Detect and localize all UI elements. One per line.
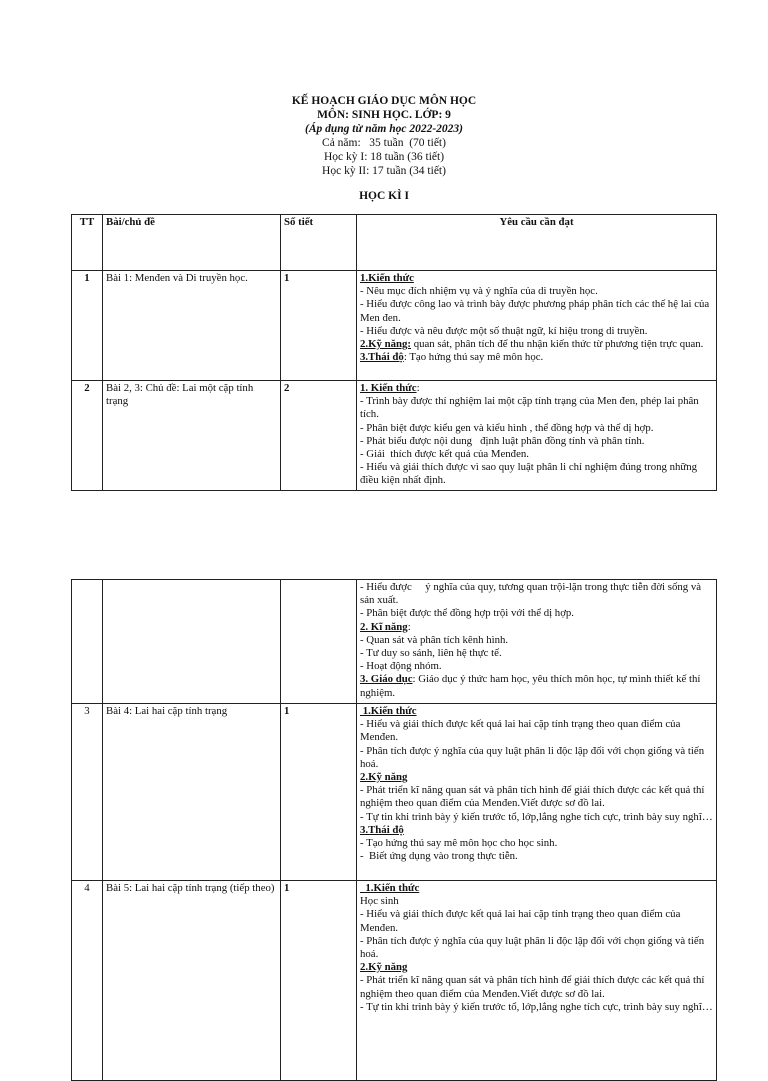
skills-text: quan sát, phân tích để thu nhận kiến thức từ phương tiện trực quan.	[411, 338, 704, 351]
req-line: - Hiểu và giải thích được kết quả lai hai cặp tính trạng theo quan điểm của Menđen.	[360, 908, 681, 934]
lesson-name: Bài 1: Menđen và Di truyền học.	[103, 271, 281, 381]
skills-colon: :	[407, 620, 411, 633]
table-row	[72, 881, 717, 1081]
req-line: - Giải thích được kết quả của Menđen.	[360, 448, 529, 461]
knowledge-colon: :	[416, 382, 420, 394]
table-row-continued	[72, 580, 717, 704]
requirements-cell	[357, 271, 717, 381]
req-line: - Phân tích được ý nghĩa của quy luật phân li độc lập đối với chọn giống và tiến hoá.	[360, 744, 705, 770]
section-skills: 2.Kỹ năng	[360, 771, 408, 784]
req-line: Học sinh	[360, 895, 399, 908]
requirements-cell	[357, 580, 717, 704]
lesson-name	[103, 580, 281, 704]
section-knowledge: 1. Kiến thức	[360, 382, 417, 394]
req-skills-line	[360, 338, 713, 351]
education-text: : Giáo dục ý thức ham học, yêu thích môn học, tự mình thiết kế thí nghiệm.	[360, 673, 701, 699]
col-tt-header: TT	[72, 215, 103, 271]
subject-grade: MÔN: SINH HỌC. LỚP: 9	[317, 109, 451, 121]
plan-table-page-1	[71, 214, 717, 491]
requirements-cell	[357, 881, 717, 1081]
req-line: - Tự tin khi trình bày ý kiến trước tổ, lớp,lắng nghe tích cực, trình bày suy nghĩ…	[360, 810, 713, 823]
row-number: 2	[72, 381, 103, 491]
col-requirements-header: Yêu cầu cần đạt	[357, 215, 717, 271]
full-year-info: Cả năm: 35 tuần (70 tiết)	[322, 137, 446, 149]
req-line: - Quan sát và phân tích kênh hình.	[360, 633, 509, 646]
req-line: - Hiểu được ý nghĩa của quy, tương quan trội-lặn trong thực tiễn đời sống và sản xuất.	[360, 581, 704, 607]
req-line: - Tạo hứng thú say mê môn học cho học sinh.	[360, 837, 558, 850]
req-line: - Nêu mục đích nhiệm vụ và ý nghĩa của di truyền học.	[360, 285, 598, 298]
lesson-name: Bài 2, 3: Chủ đề: Lai một cặp tính trạng	[103, 381, 281, 491]
attitude-text: : Tạo hứng thú say mê môn học.	[403, 351, 544, 364]
req-education-line	[360, 673, 713, 699]
col-lesson-header: Bài/chủ đề	[103, 215, 281, 271]
school-year: (Áp dụng từ năm học 2022-2023)	[304, 123, 463, 135]
plan-table-page-2	[71, 579, 717, 1081]
col-periods-header: Số tiết	[281, 215, 357, 271]
req-line: - Trình bày được thí nghiệm lai một cặp tính trạng của Men đen, phép lai phân tích.	[360, 395, 699, 421]
section-skills: 2.Kỹ năng:	[360, 338, 411, 351]
lesson-name: Bài 4: Lai hai cặp tính trạng	[103, 704, 281, 881]
requirements-cell	[357, 704, 717, 881]
req-line: - Hoạt động nhóm.	[360, 660, 442, 673]
table-row	[72, 271, 717, 381]
req-line: - Phát biểu được nội dung định luật phân đồng tính và phân tính.	[360, 434, 645, 447]
semester-1-info: Học kỳ I: 18 tuần (36 tiết)	[323, 151, 445, 163]
period-count: 1	[281, 704, 357, 881]
req-line: - Hiểu và giải thích được vì sao quy luật phân li chỉ nghiệm đúng trong những điều kiện nhất định.	[360, 461, 698, 487]
lesson-name: Bài 5: Lai hai cặp tính trạng (tiếp theo)	[103, 881, 281, 1081]
req-line: - Biết ứng dụng vào trong thực tiễn.	[360, 850, 518, 863]
table-header-row	[72, 215, 717, 271]
section-attitude: 3.Thái độ	[360, 823, 404, 836]
section-skills: 2. Kĩ năng	[360, 620, 408, 633]
req-line: - Phát triển kĩ năng quan sát và phân tích hình để giải thích được các kết quả thí nghiệm theo quan điểm của Menđen.Viết được sơ đồ lai.	[360, 974, 705, 1000]
req-skills-line	[360, 621, 713, 634]
req-attitude-line	[360, 351, 713, 364]
req-line: - Hiểu được và nêu được một số thuật ngữ, kí hiệu trong di truyền.	[360, 324, 648, 337]
period-count: 1	[281, 881, 357, 1081]
period-count	[281, 580, 357, 704]
section-skills: 2.Kỹ năng	[360, 961, 408, 974]
section-knowledge: 1.Kiến thức	[360, 272, 414, 284]
document-header	[0, 94, 768, 178]
semester-title: HỌC KÌ I	[359, 190, 409, 202]
plan-title: KẾ HOẠCH GIÁO DỤC MÔN HỌC	[291, 95, 477, 107]
req-line: - Phát triển kĩ năng quan sát và phân tích hình để giải thích được các kết quả thí nghiệm theo quan điểm của Menđen.Viết được sơ đồ lai.	[360, 784, 705, 810]
row-number: 3	[72, 704, 103, 881]
req-line: - Phân biệt được kiểu gen và kiểu hình , thể đồng hợp và thể dị hợp.	[360, 421, 654, 434]
section-knowledge: 1.Kiến thức	[360, 705, 417, 717]
row-number: 1	[72, 271, 103, 381]
section-attitude: 3.Thái độ	[360, 351, 404, 364]
table-row	[72, 704, 717, 881]
table-row	[72, 381, 717, 491]
row-number: 4	[72, 881, 103, 1081]
req-line: - Tư duy so sánh, liên hệ thực tế.	[360, 647, 502, 660]
period-count: 1	[281, 271, 357, 381]
semester-2-info: Học kỳ II: 17 tuần (34 tiết)	[322, 165, 446, 177]
section-education: 3. Giáo dục	[360, 673, 413, 686]
section-knowledge: 1.Kiến thức	[360, 882, 420, 894]
req-line: - Tự tin khi trình bày ý kiến trước tổ, lớp,lắng nghe tích cực, trình bày suy nghĩ…	[360, 1000, 713, 1013]
req-line: - Hiểu được công lao và trình bày được phương pháp phân tích các thế hệ lai của Men đen.	[360, 298, 710, 324]
req-knowledge-line	[360, 382, 713, 395]
requirements-cell	[357, 381, 717, 491]
req-line: - Phân biệt được thể đồng hợp trội với thể dị hợp.	[360, 607, 575, 620]
period-count: 2	[281, 381, 357, 491]
req-line: - Hiểu và giải thích được kết quả lai hai cặp tính trạng theo quan điểm của Menđen.	[360, 718, 681, 744]
row-number	[72, 580, 103, 704]
req-line: - Phân tích được ý nghĩa của quy luật phân li độc lập đối với chọn giống và tiến hoá.	[360, 934, 705, 961]
